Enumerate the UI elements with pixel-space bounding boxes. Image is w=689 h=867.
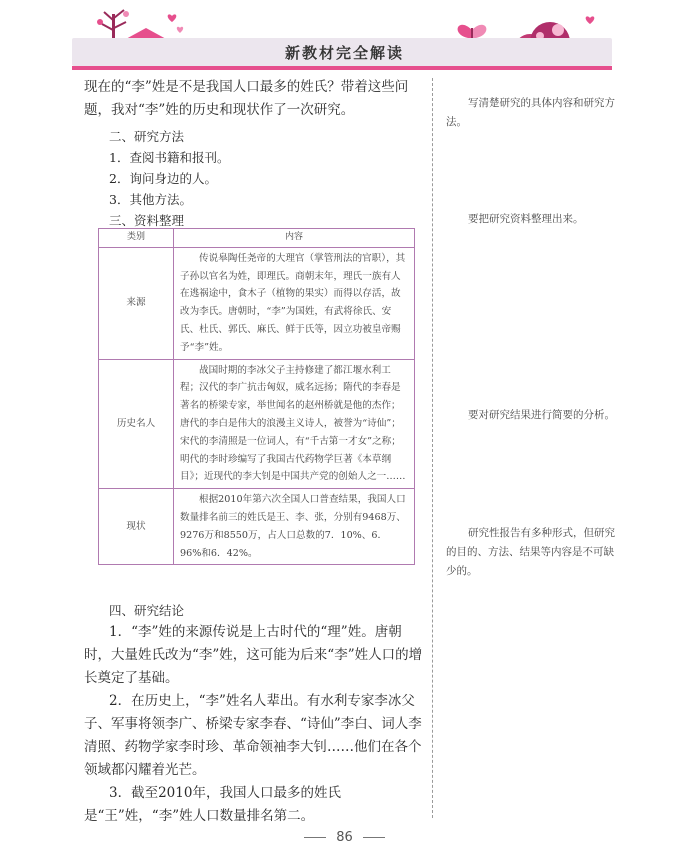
table-header-row	[99, 229, 415, 248]
table-row	[99, 359, 415, 489]
section-heading-conclusions: 四、研究结论	[109, 603, 185, 618]
table-cell-content: 传说皋陶任尧帝的大理官（掌管刑法的官职），其子孙以官名为姓，即理氏。商朝末年，理氏一族有人在逃祸途中，食木子（植物的果实）而得以存活，故改为李氏。唐朝时，“李”为国姓，有武将徐氏、安氏、杜氏、郭氏、麻氏、鲜于氏等，因立功被皇帝赐予“李”姓。	[174, 247, 415, 359]
table-header-category: 类别	[99, 229, 174, 248]
table-cell-category: 来源	[99, 247, 174, 359]
column-divider	[432, 78, 433, 818]
conclusion-paragraph: 2．在历史上，“李”姓名人辈出。有水利专家李冰父子、军事将领李广、桥梁专家李春、“诗仙”李白、词人李清照、药物学家李时珍、革命领袖李大钊……他们在各个领域都闪耀着光芒。	[84, 693, 422, 778]
conclusion-paragraph: 1．“李”姓的来源传说是上古时代的“理”姓。唐朝时，大量姓氏改为“李”姓，这可能为后来“李”姓人口的增长奠定了基础。	[84, 624, 423, 686]
method-item: 2．询问身边的人。	[109, 171, 217, 186]
section-heading-methods: 二、研究方法	[109, 129, 185, 144]
page-header	[0, 0, 689, 80]
method-item: 3．其他方法。	[109, 192, 192, 207]
page-number-dash	[304, 837, 326, 838]
section-heading-materials: 三、资料整理	[109, 213, 185, 228]
table-row	[99, 489, 415, 565]
materials-table	[98, 228, 415, 565]
conclusion-section	[84, 600, 428, 828]
conclusion-paragraph: 3．截至2010年，我国人口最多的姓氏是“王”姓，“李”姓人口数量排名第二。	[84, 785, 341, 824]
side-note-text: 写清楚研究的具体内容和研究方法。	[446, 97, 615, 128]
side-note-text: 要把研究资料整理出来。	[468, 213, 584, 225]
header-stripe	[72, 66, 612, 70]
page-number-dash	[363, 837, 385, 838]
table-cell-content: 战国时期的李冰父子主持修建了都江堰水利工程；汉代的李广抗击匈奴，威名远扬；隋代的李春是著名的桥梁专家，举世闻名的赵州桥就是他的杰作；唐代的李白是伟大的浪漫主义诗人，被誉为“诗仙”；宋代的李清照是一位词人，有“千古第一才女”之称；明代的李时珍编写了我国古代药物学巨著《本草纲目》；近现代的李大钊是中国共产党的创始人之一……	[174, 359, 415, 489]
table-cell-category: 现状	[99, 489, 174, 565]
side-note-text: 要对研究结果进行简要的分析。	[468, 409, 615, 421]
book-title: 新教材完全解读	[284, 44, 404, 62]
table-header-content: 内容	[174, 229, 415, 248]
table-cell-category: 历史名人	[99, 359, 174, 489]
main-column	[84, 76, 428, 231]
side-note-text: 研究性报告有多种形式，但研究的目的、方法、结果等内容是不可缺少的。	[446, 527, 615, 577]
table-row	[99, 247, 415, 359]
side-note	[446, 524, 618, 581]
page-number-value: 86	[336, 830, 353, 845]
side-note	[446, 94, 618, 132]
side-note	[446, 210, 618, 229]
intro-paragraph: 现在的“李”姓是不是我国人口最多的姓氏？带着这些问题，我对“李”姓的历史和现状作了一次研究。	[84, 79, 409, 118]
method-item: 1．查阅书籍和报刊。	[109, 150, 230, 165]
table-cell-content: 根据2010年第六次全国人口普查结果，我国人口数量排名前三的姓氏是王、李、张，分别有9468万、9276万和8550万，占人口总数的7．10%、6．96%和6．42%。	[174, 489, 415, 565]
page-number	[0, 830, 689, 845]
side-note	[446, 406, 618, 425]
